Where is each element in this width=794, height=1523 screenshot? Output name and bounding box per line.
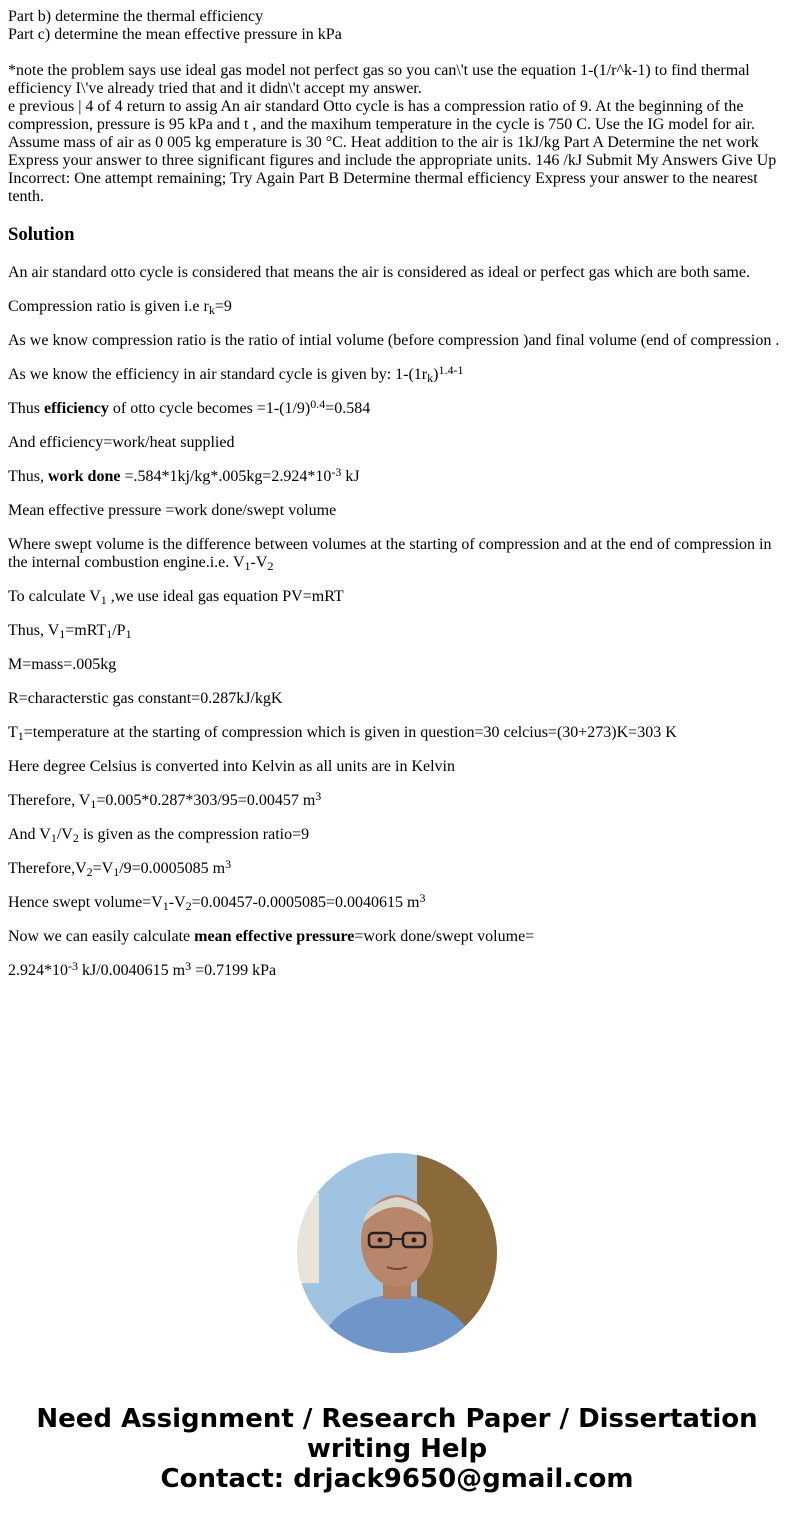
solution-p16: Therefore, $V_1=0.005*0.287*303/95=0.00457$ $m^3$ bbox=[8, 789, 322, 811]
solution-p21: $2.924*10^{-3}$ kJ/0.0040615 $m^3 =0.7199$ kPa bbox=[8, 959, 277, 979]
solution-p9: Where swept volume is the difference between volumes at the starting of compression and at the end of compression in the internal combustion engine.i.e. $V_1-V_2$ bbox=[8, 536, 772, 573]
solution-p17: And $V_1/V_2$ is given as the compression ratio=9 bbox=[8, 826, 310, 845]
solution-p10: To calculate $V_1$ ,we use ideal gas equation PV=mRT bbox=[8, 588, 344, 607]
solution-p20: Now we can easily calculate mean effective pressure=work done/swept volume= bbox=[8, 928, 535, 945]
footer-banner bbox=[0, 1404, 794, 1494]
solution-p2: Compression ratio is given i.e $r_k=9$ bbox=[8, 298, 232, 317]
solution-p7: Thus, work done $=.584*1kj/kg*.005kg=2.924*10^{-3}$ kJ bbox=[8, 465, 360, 485]
question-note: *note the problem says use ideal gas model not perfect gas so you can\'t use the equation 1-(1/r^k-1) to find thermal efficiency I\'ve already tried that and it didn\'t accept my answer. bbox=[8, 62, 750, 97]
solution-p8: Mean effective pressure =work done/swept volume bbox=[8, 502, 337, 519]
footer-line-1: Need Assignment / Research Paper / Dissertation bbox=[36, 1404, 758, 1434]
solution-p6: And efficiency=work/heat supplied bbox=[8, 434, 235, 451]
footer-contact: Contact: drjack9650@gmail.com bbox=[160, 1464, 634, 1494]
solution-p14: $T_1=temperature$ at the starting of compression which is given in question=30 celcius=(30+273)K=303 K bbox=[8, 724, 677, 743]
solution-p1: An air standard otto cycle is considered that means the air is considered as ideal or perfect gas which are both same. bbox=[8, 264, 750, 281]
question-line-2: Part c) determine the mean effective pressure in kPa bbox=[8, 26, 342, 43]
solution-p18: $Therefore,V_2=V_1/9=0.0005085$ $m^3$ bbox=[8, 857, 232, 879]
solution-heading: Solution bbox=[8, 224, 75, 245]
solution-p13: R=characterstic gas constant=0.287kJ/kgK bbox=[8, 690, 283, 707]
solution-p12: M=mass=.005kg bbox=[8, 656, 117, 673]
solution-p4: As we know the efficiency in air standard cycle is given by: $1-(1r_k)^{1.4-1}$ bbox=[8, 363, 464, 385]
footer-line-2: writing Help bbox=[306, 1434, 488, 1464]
solution-p11: Thus, $V_1=mRT_1/P_1$ bbox=[8, 622, 132, 641]
question-body: e previous | 4 of 4 return to assig An air standard Otto cycle is has a compression ratio of 9. At the beginning of the compression, pressure is 95 kPa and t , and the maxihum temperature in the cycle is 750 C. Use the IG model for air. Assume mass of air as 0 005 kg emperature is 30 °C. Heat addition to the air is 1kJ/kg Part A Determine the net work Express your answer to three significant figures and include the appropriate units. 146 /kJ Submit My Answers Give Up Incorrect: One attempt remaining; Try Again Part B Determine thermal efficiency Express your answer to the nearest tenth. bbox=[8, 98, 777, 205]
author-avatar bbox=[297, 1153, 497, 1353]
avatar-portrait-icon bbox=[297, 1153, 497, 1353]
question-line-1: Part b) determine the thermal efficiency bbox=[8, 8, 264, 25]
solution-p19: Hence swept $volume=V_1-V_2=0.00457-0.0005085=0.0040615$ $m^3$ bbox=[8, 891, 426, 913]
solution-p5: Thus efficiency of otto cycle becomes $=1-(1/9)^{0.4}=0.584$ bbox=[8, 397, 371, 417]
solution-p15: Here degree Celsius is converted into Kelvin as all units are in Kelvin bbox=[8, 758, 455, 775]
question-block bbox=[8, 8, 786, 206]
solution-p3: As we know compression ratio is the ratio of intial volume (before compression )and final volume (end of compression . bbox=[8, 332, 780, 349]
